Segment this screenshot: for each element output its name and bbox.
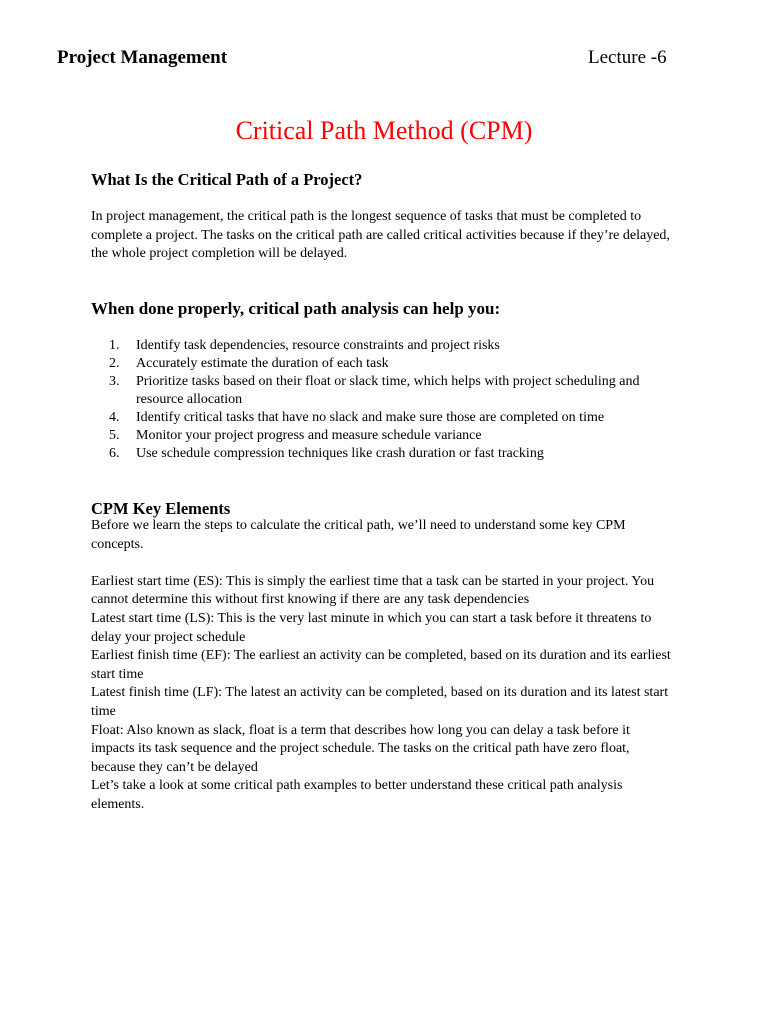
blank-line: [91, 554, 731, 573]
list-item-number: 2.: [109, 356, 120, 371]
list-item: [109, 373, 729, 409]
list-item-number: 4.: [109, 410, 120, 425]
paragraph-line: complete a project. The tasks on the critical path are called critical activities because if they’re delayed,: [91, 227, 670, 243]
list-item-text: Identify task dependencies, resource constraints and project risks: [136, 338, 500, 353]
list-item-text: Monitor your project progress and measure schedule variance: [136, 428, 482, 443]
definition-lf: Latest finish time (LF): The latest an activity can be completed, based on its duration and its latest start: [91, 685, 669, 701]
list-item: [109, 445, 729, 463]
body-line: time: [91, 703, 116, 719]
list-item-number: 6.: [109, 446, 120, 461]
body-line: impacts its task sequence and the project schedule. The tasks on the critical path have zero float,: [91, 741, 630, 757]
course-title: Project Management: [57, 47, 228, 68]
benefits-list: [109, 337, 729, 463]
list-item-text: Use schedule compression techniques like crash duration or fast tracking: [136, 446, 544, 461]
lecture-number: Lecture -6: [588, 47, 667, 68]
section-heading-critical-path: What Is the Critical Path of a Project?: [91, 170, 363, 189]
body-line: Before we learn the steps to calculate the critical path, we’ll need to understand some key CPM: [91, 518, 626, 533]
list-item-text: Prioritize tasks based on their float or slack time, which helps with project scheduling and: [136, 374, 640, 389]
body-line: elements.: [91, 796, 145, 812]
definition-ef: Earliest finish time (EF): The earliest an activity can be completed, based on its duration and its earliest: [91, 648, 671, 664]
section-heading-key-elements: CPM Key Elements: [91, 499, 231, 518]
list-item-text-continued: resource allocation: [136, 392, 243, 407]
critical-path-paragraph: [91, 208, 731, 264]
body-line: start time: [91, 666, 144, 682]
body-line: Let’s take a look at some critical path examples to better understand these critical path analysis: [91, 778, 623, 794]
list-item-text: Identify critical tasks that have no slack and make sure those are completed on time: [136, 410, 605, 425]
list-item-number: 3.: [109, 374, 120, 389]
definition-ls: Latest start time (LS): This is the very last minute in which you can start a task before it threatens to: [91, 610, 652, 626]
list-item-number: 5.: [109, 428, 120, 443]
body-line: cannot determine this without first knowing if there are any task dependencies: [91, 592, 530, 608]
paragraph-line: the whole project completion will be delayed.: [91, 246, 348, 262]
page-title: Critical Path Method (CPM): [235, 116, 533, 145]
paragraph-line: In project management, the critical path is the longest sequence of tasks that must be completed to: [91, 209, 642, 224]
key-elements-body: [91, 517, 731, 815]
list-item-number: 1.: [109, 338, 120, 353]
body-line: because they can’t be delayed: [91, 759, 258, 775]
body-line: concepts.: [91, 536, 144, 552]
list-item: [109, 337, 729, 355]
definition-float: Float: Also known as slack, float is a term that describes how long you can delay a task before it: [91, 722, 630, 738]
list-item: [109, 355, 729, 373]
definition-es: Earliest start time (ES): This is simply the earliest time that a task can be started in your project. You: [91, 573, 655, 589]
list-item: [109, 427, 729, 445]
list-item-text: Accurately estimate the duration of each task: [136, 356, 389, 371]
list-item: [109, 409, 729, 427]
section-heading-benefits: When done properly, critical path analysis can help you:: [91, 299, 501, 318]
body-line: delay your project schedule: [91, 629, 246, 645]
